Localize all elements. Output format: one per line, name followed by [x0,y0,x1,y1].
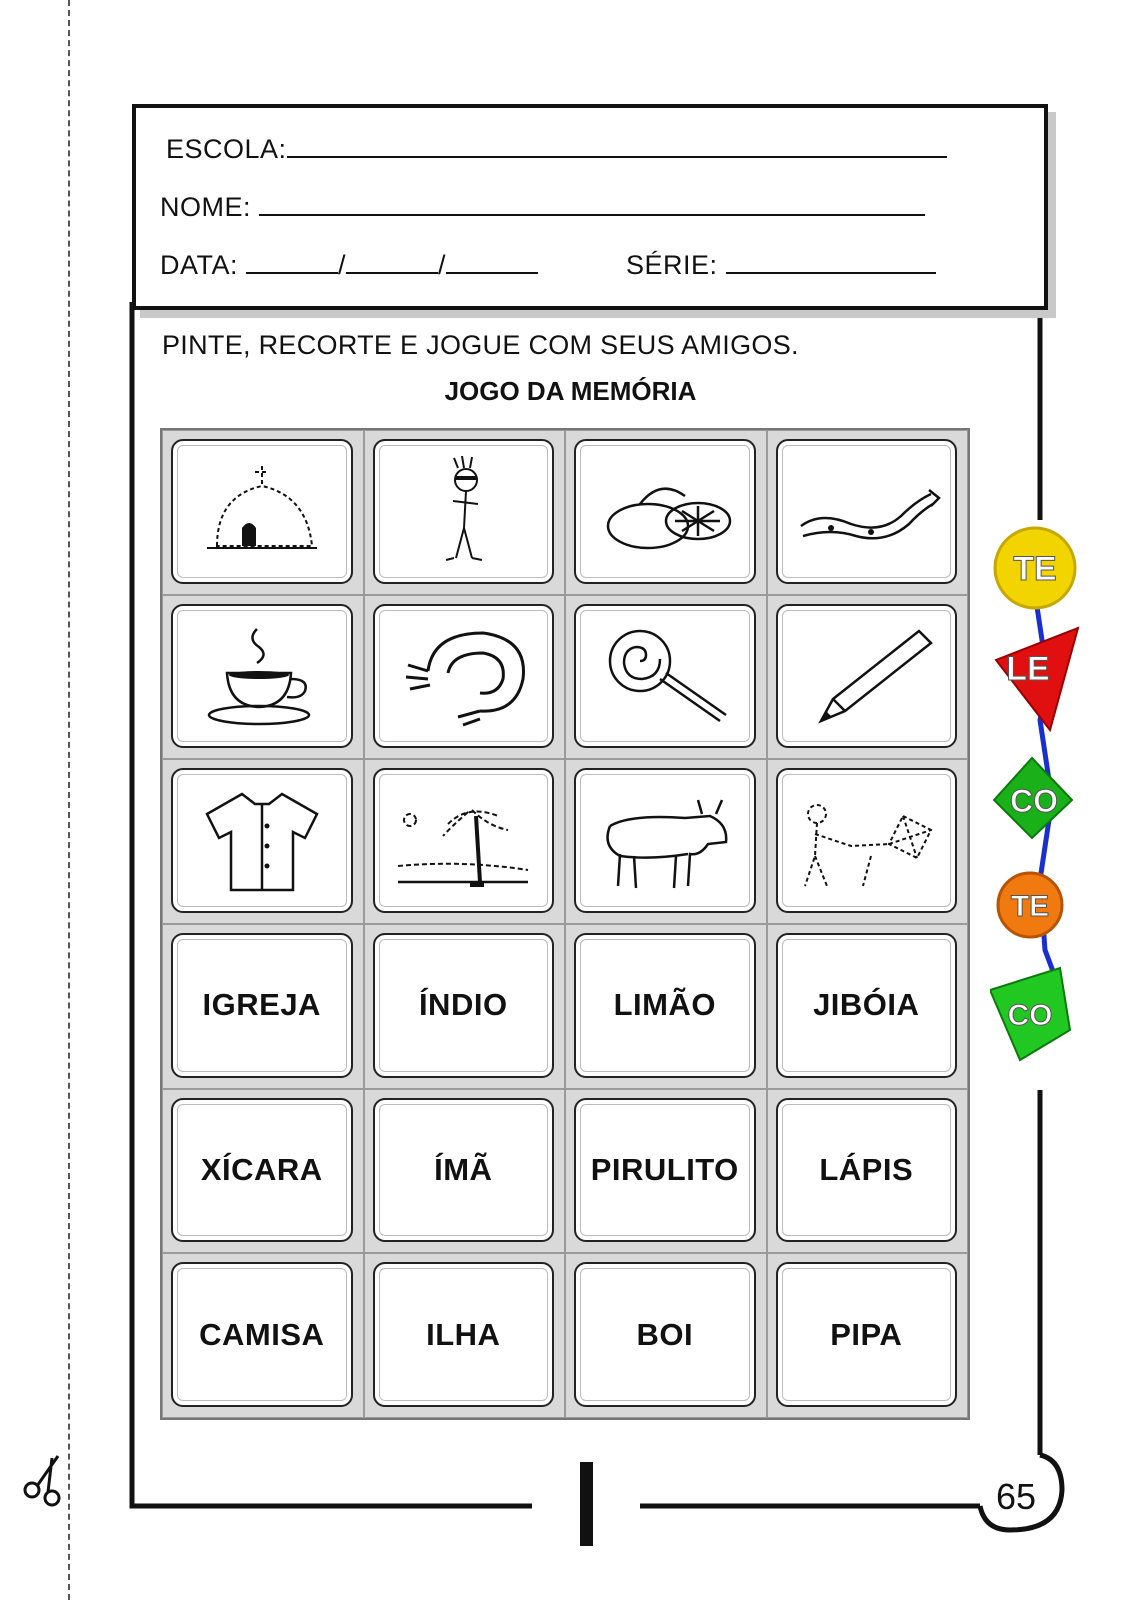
memory-game-grid [160,428,970,1420]
word-card[interactable] [373,1262,555,1407]
church-icon [187,456,337,566]
word-card-label: CAMISA [199,1316,325,1352]
picture-card-cell [364,759,566,924]
word-card[interactable] [171,933,353,1078]
word-card[interactable] [776,933,958,1078]
picture-card[interactable] [171,768,353,913]
escola-label: ESCOLA: [166,134,287,164]
word-card-cell [162,1089,364,1254]
word-card-cell [162,924,364,1089]
instruction-text: PINTE, RECORTE E JOGUE COM SEUS AMIGOS. [162,330,799,360]
picture-card-cell [767,759,969,924]
picture-card-cell [565,595,767,760]
picture-card[interactable] [574,768,756,913]
word-card-label: PIRULITO [590,1151,739,1187]
picture-card[interactable] [776,604,958,749]
word-card[interactable] [171,1098,353,1243]
word-card-label: IGREJA [202,987,321,1023]
word-card-cell [565,924,767,1089]
badge-te-orange [998,873,1062,937]
picture-card[interactable] [171,439,353,584]
shirt-icon [187,786,337,896]
picture-card[interactable] [171,604,353,749]
indian-icon [388,456,538,566]
word-card-cell [565,1253,767,1418]
badge-co-green [994,758,1072,838]
picture-card[interactable] [776,439,958,584]
badge-text: CO [1007,999,1053,1032]
picture-card[interactable] [574,439,756,584]
serie-field[interactable] [726,250,936,274]
picture-card-cell [364,430,566,595]
nome-label: NOME: [160,192,252,222]
word-card[interactable] [574,1262,756,1407]
picture-card-cell [162,595,364,760]
picture-card[interactable] [373,604,555,749]
data-label: DATA: [160,250,239,280]
side-badges [990,520,1090,1100]
serie-label: SÉRIE: [626,250,718,280]
badge-le-red [996,628,1078,730]
word-card-cell [364,924,566,1089]
kite-icon [791,786,941,896]
word-card-cell [767,1089,969,1254]
data-year-field[interactable] [446,250,538,274]
snake-icon [791,456,941,566]
word-card-label: XÍCARA [200,1151,323,1187]
picture-card[interactable] [373,439,555,584]
escola-field[interactable] [287,134,947,158]
lollipop-icon [590,621,740,731]
word-card-label: BOI [636,1316,694,1352]
ox-icon [590,786,740,896]
word-card[interactable] [574,1098,756,1243]
word-card[interactable] [776,1098,958,1243]
badge-te-yellow [995,528,1075,608]
picture-card-cell [565,759,767,924]
word-card-label: JIBÓIA [813,987,920,1023]
page-number: 65 [996,1476,1037,1517]
word-card[interactable] [574,933,756,1078]
picture-card-cell [767,595,969,760]
lemon-icon [590,456,740,566]
nome-field[interactable] [259,192,925,216]
magnet-icon [388,621,538,731]
picture-card-cell [767,430,969,595]
word-card-cell [364,1089,566,1254]
picture-card-cell [162,759,364,924]
badge-text: TE [1013,550,1057,588]
word-card[interactable] [776,1262,958,1407]
word-card-label: ÍMÃ [434,1151,493,1187]
data-day-field[interactable] [246,250,338,274]
page-title: JOGO DA MEMÓRIA [444,376,697,406]
word-card-cell [364,1253,566,1418]
picture-card-cell [565,430,767,595]
data-separator: / [338,250,347,280]
word-card-cell [162,1253,364,1418]
badge-text: TE [1010,890,1050,923]
badge-text: CO [1010,783,1058,819]
badge-text: LE [1006,650,1050,688]
word-card-cell [767,924,969,1089]
word-card[interactable] [373,933,555,1078]
picture-card[interactable] [574,604,756,749]
word-card-cell [565,1089,767,1254]
word-card-label: ÍNDIO [418,987,508,1023]
word-card-label: LIMÃO [613,987,716,1023]
data-separator: / [438,250,447,280]
picture-card-cell [162,430,364,595]
word-card[interactable] [171,1262,353,1407]
pencil-icon [791,621,941,731]
teacup-icon [187,621,337,731]
island-icon [388,786,538,896]
word-card[interactable] [373,1098,555,1243]
picture-card[interactable] [373,768,555,913]
picture-card-cell [364,595,566,760]
header-box [132,104,1048,310]
data-month-field[interactable] [346,250,438,274]
word-card-cell [767,1253,969,1418]
picture-card[interactable] [776,768,958,913]
word-card-label: PIPA [830,1316,903,1352]
word-card-label: LÁPIS [819,1151,914,1187]
badge-co-flag [990,968,1070,1060]
word-card-label: ILHA [426,1316,501,1352]
